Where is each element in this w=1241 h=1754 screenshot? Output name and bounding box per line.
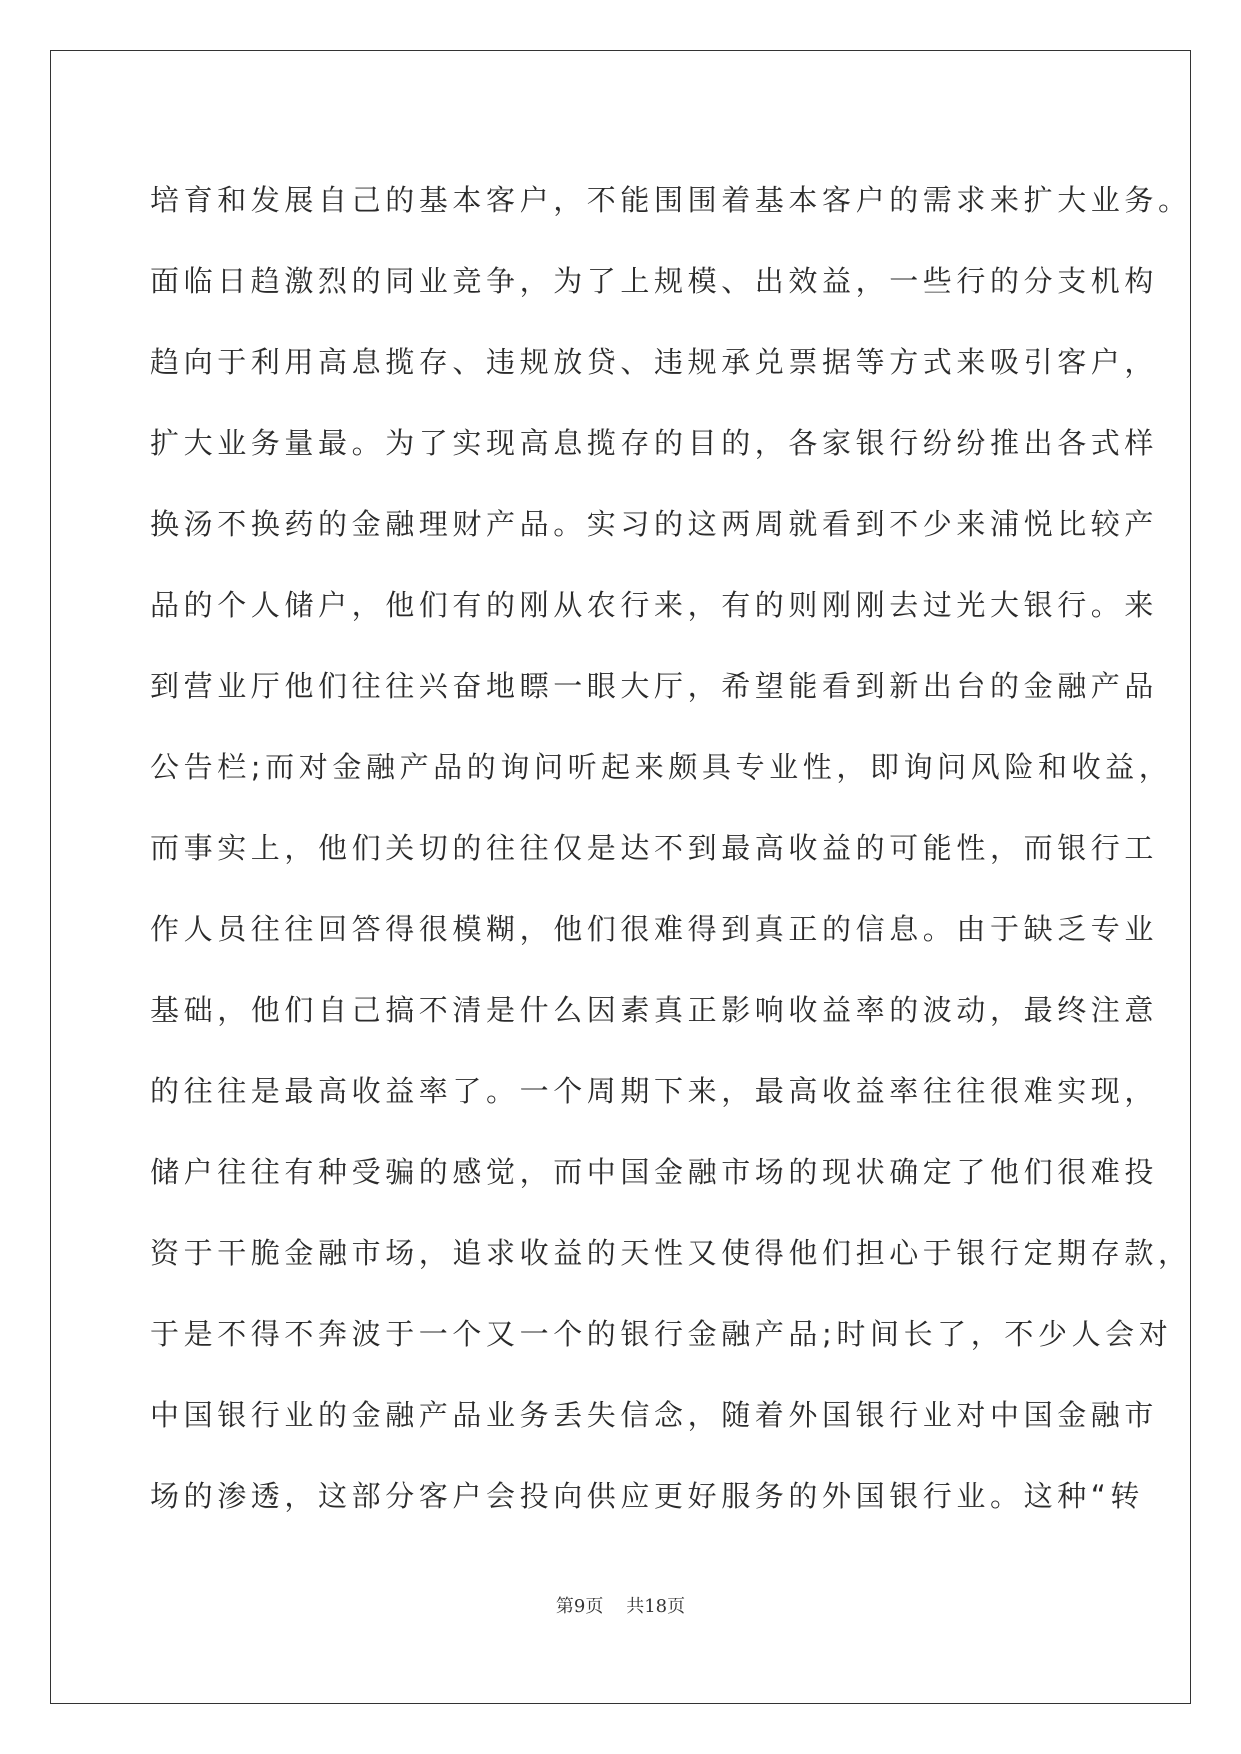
text-line-12: 的往往是最高收益率了。一个周期下来，最高收益率往往很难实现，: [150, 1074, 1159, 1108]
text-line-4: 扩大业务量最。为了实现高息揽存的目的，各家银行纷纷推出各式样: [150, 426, 1159, 460]
text-line-15: 于是不得不奔波于一个又一个的银行金融产品;时间长了，不少人会对: [150, 1317, 1173, 1351]
body-text: [150, 160, 1192, 1537]
text-line-13: 储户往往有种受骗的感觉，而中国金融市场的现状确定了他们很难投: [150, 1155, 1159, 1189]
text-line-9: 而事实上，他们关切的往往仅是达不到最高收益的可能性，而银行工: [150, 831, 1159, 865]
text-line-10: 作人员往往回答得很模糊，他们很难得到真正的信息。由于缺乏专业: [150, 912, 1159, 946]
text-line-14: 资于干脆金融市场，追求收益的天性又使得他们担心于银行定期存款，: [150, 1236, 1192, 1270]
text-line-2: 面临日趋激烈的同业竞争，为了上规模、出效益，一些行的分支机构: [150, 264, 1159, 298]
text-line-8: 公告栏;而对金融产品的询问听起来颇具专业性，即询问风险和收益，: [150, 750, 1173, 784]
text-line-3: 趋向于利用高息揽存、违规放贷、违规承兑票据等方式来吸引客户，: [150, 345, 1159, 379]
text-line-1: 培育和发展自己的基本客户，不能围围着基本客户的需求来扩大业务。: [150, 183, 1192, 217]
text-line-17: 场的渗透，这部分客户会投向供应更好服务的外国银行业。这种“转: [150, 1479, 1145, 1513]
text-line-11: 基础，他们自己搞不清是什么因素真正影响收益率的波动，最终注意: [150, 993, 1159, 1027]
page-number-footer: 第9页 共18页: [555, 1596, 686, 1617]
text-line-5: 换汤不换药的金融理财产品。实习的这两周就看到不少来浦悦比较产: [150, 507, 1159, 541]
text-line-16: 中国银行业的金融产品业务丢失信念，随着外国银行业对中国金融市: [150, 1398, 1159, 1432]
text-line-6: 品的个人储户，他们有的刚从农行来，有的则刚刚去过光大银行。来: [150, 588, 1159, 622]
text-line-7: 到营业厅他们往往兴奋地瞟一眼大厅，希望能看到新出台的金融产品: [150, 669, 1159, 703]
